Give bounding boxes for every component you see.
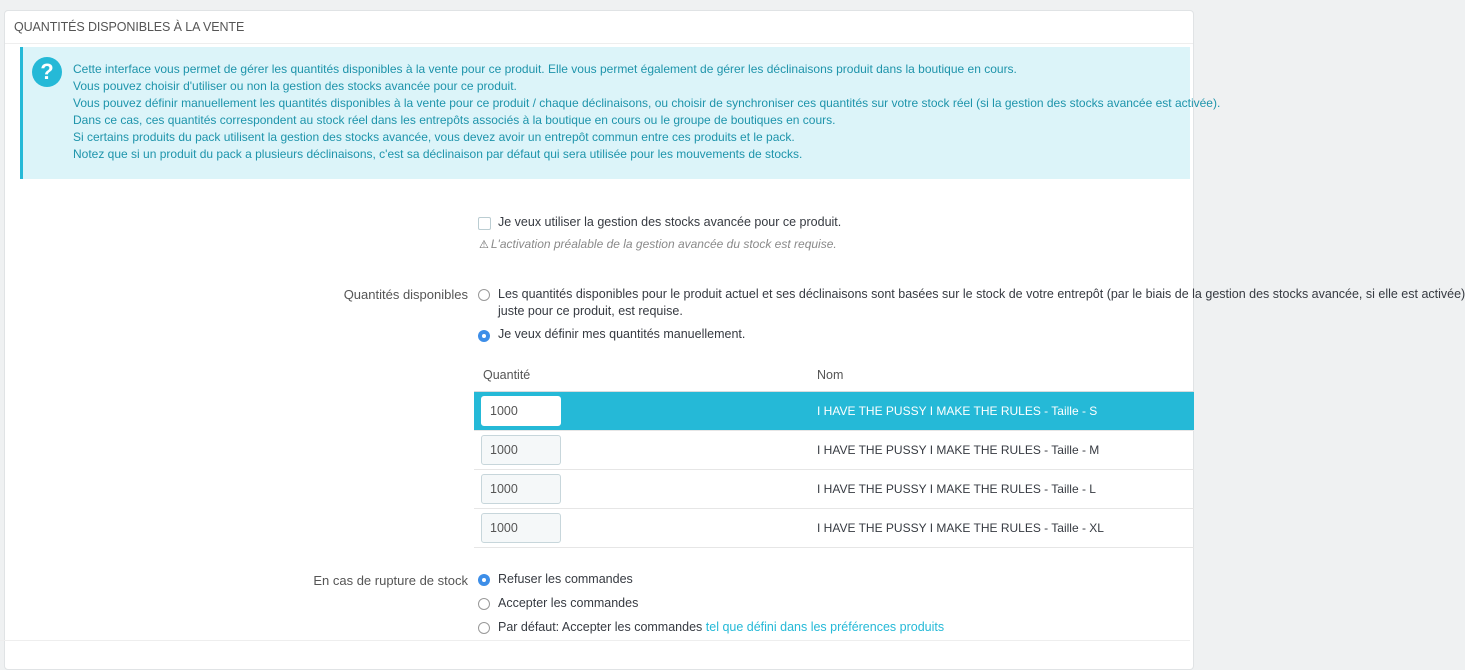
info-line: Notez que si un produit du pack a plusieurs déclinaisons, c'est sa déclinaison par défaut qui sera utilisée pour les mouvements de stocks.	[73, 147, 803, 161]
info-line: Vous pouvez choisir d'utiliser ou non la gestion des stocks avancée pour ce produit.	[73, 79, 517, 93]
divider	[0, 640, 1190, 641]
info-line: Dans ce cas, ces quantités correspondent au stock réel dans les entrepôts associés à la boutique en cours ou le groupe de boutiques en cours.	[73, 113, 836, 127]
out-of-stock-label: En cas de rupture de stock	[313, 573, 468, 588]
out-of-stock-default-label[interactable]	[498, 620, 944, 634]
quantity-input[interactable]	[481, 474, 561, 504]
combination-name: I HAVE THE PUSSY I MAKE THE RULES - Taille - M	[817, 443, 1100, 457]
out-of-stock-default-radio[interactable]	[478, 622, 490, 634]
warning-icon: ⚠	[479, 239, 489, 251]
combination-name: I HAVE THE PUSSY I MAKE THE RULES - Taille - XL	[817, 521, 1104, 535]
advanced-stock-checkbox[interactable]	[478, 217, 491, 230]
out-of-stock-refuse-radio[interactable]	[478, 574, 490, 586]
quantities-warehouse-radio[interactable]	[478, 289, 490, 301]
combination-name: I HAVE THE PUSSY I MAKE THE RULES - Taille - L	[817, 482, 1096, 496]
column-quantity: Quantité	[483, 368, 531, 382]
quantity-input[interactable]	[481, 513, 561, 543]
preferences-link[interactable]: tel que défini dans les préférences produits	[705, 620, 945, 634]
quantity-input[interactable]	[481, 435, 561, 465]
table-row[interactable]	[474, 431, 1194, 470]
quantities-manual-radio[interactable]	[478, 330, 490, 342]
table-row[interactable]	[474, 392, 1194, 431]
out-of-stock-default-text: Par défaut: Accepter les commandes	[498, 620, 703, 634]
quantity-input[interactable]	[481, 396, 561, 426]
quantities-warehouse-label[interactable]: Les quantités disponibles pour le produit actuel et ses déclinaisons sont basées sur le stock de votre entrepôt (par le biais de la gestion des stocks avancée, si elle est activée)	[498, 287, 1465, 301]
advanced-stock-help-text: L'activation préalable de la gestion avancée du stock est requise.	[490, 237, 837, 251]
quantities-label: Quantités disponibles	[343, 287, 468, 302]
combinations-table	[474, 355, 1194, 548]
quantities-warehouse-label-2: juste pour ce produit, est requise.	[498, 304, 683, 318]
advanced-stock-label[interactable]: Je veux utiliser la gestion des stocks avancée pour ce produit.	[498, 215, 842, 229]
quantities-manual-label[interactable]: Je veux définir mes quantités manuellement.	[498, 327, 746, 341]
table-row[interactable]	[474, 470, 1194, 509]
table-header	[474, 355, 1194, 392]
info-line: Cette interface vous permet de gérer les quantités disponibles à la vente pour ce produit. Elle vous permet également de gérer les déclinaisons produit dans la boutique en cours.	[73, 62, 1017, 76]
combination-name: I HAVE THE PUSSY I MAKE THE RULES - Taille - S	[817, 404, 1098, 418]
out-of-stock-accept-radio[interactable]	[478, 598, 490, 610]
column-name: Nom	[817, 368, 844, 382]
info-alert	[20, 47, 1221, 179]
out-of-stock-accept-label[interactable]: Accepter les commandes	[498, 596, 639, 610]
info-line: Si certains produits du pack utilisent la gestion des stocks avancée, vous devez avoir un entrepôt commun entre ces produits et le pack.	[73, 130, 795, 144]
info-line: Vous pouvez définir manuellement les quantités disponibles à la vente pour ce produit / chaque déclinaisons, ou choisir de synchroniser ces quantités sur votre stock réel (si la gestion des stocks avancée est activée).	[73, 96, 1221, 110]
question-icon: ?	[32, 57, 62, 87]
advanced-stock-help	[479, 237, 837, 251]
table-row[interactable]	[474, 509, 1194, 548]
panel-title: QUANTITÉS DISPONIBLES À LA VENTE	[5, 11, 1193, 44]
out-of-stock-refuse-label[interactable]: Refuser les commandes	[498, 572, 633, 586]
